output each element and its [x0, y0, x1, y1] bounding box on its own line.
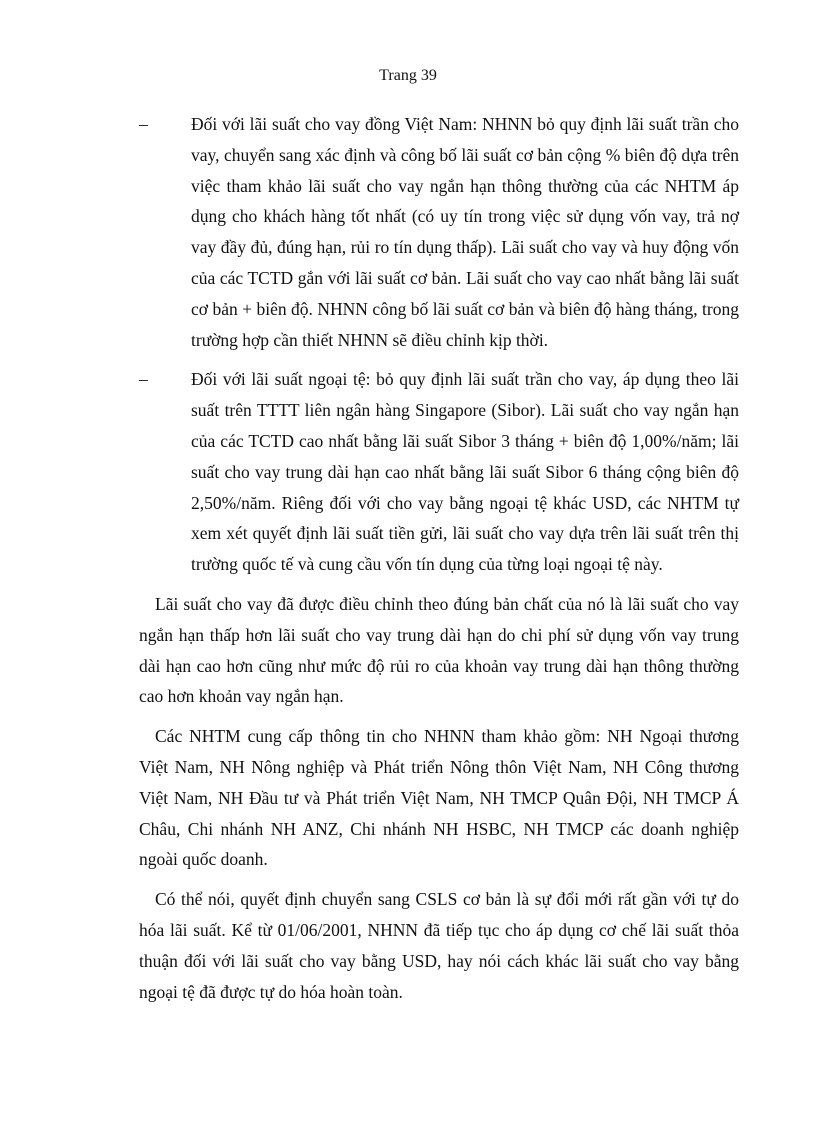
bullet-item-foreign-currency-rate [139, 364, 739, 580]
bullet-dash: – [139, 369, 148, 390]
paragraph-liberalization: Có thể nói, quyết định chuyển sang CSLS cơ bản là sự đổi mới rất gần với tự do hóa lãi suất. Kể từ 01/06/2001, NHNN đã tiếp tục cho áp dụng cơ chế lãi suất thỏa thuận đối với lãi suất cho vay bằng USD, hay nói cách khác lãi suất cho vay bằng ngoại tệ đã được tự do hóa hoàn toàn. [139, 889, 739, 1002]
bullet-item-vnd-lending-rate [139, 109, 739, 355]
page-body [139, 109, 739, 1016]
bullet-dash: – [139, 114, 148, 134]
bullet-text: Đối với lãi suất ngoại tệ: bỏ quy định lãi suất trần cho vay, áp dụng theo lãi suất trên TTTT liên ngân hàng Singapore (Sibor). Lãi suất cho vay ngắn hạn của các TCTD cao nhất bằng lãi suất Sibor 3 tháng + biên độ 1,00%/năm; lãi suất cho vay trung dài hạn cao nhất bằng lãi suất Sibor 6 tháng cộng biên độ 2,50%/năm. Riêng đối với cho vay bằng ngoại tệ khác USD, các NHTM tự xem xét quyết định lãi suất tiền gửi, lãi suất cho vay dựa trên lãi suất trên thị trường quốc tế và cung cầu vốn tín dụng của từng loại ngoại tệ này. [191, 369, 739, 575]
page-number: Trang 39 [379, 67, 437, 84]
paragraph-reference-banks: Các NHTM cung cấp thông tin cho NHNN tham khảo gồm: NH Ngoại thương Việt Nam, NH Nông nghiệp và Phát triển Nông thôn Việt Nam, NH Công thương Việt Nam, NH Đầu tư và Phát triển Việt Nam, NH TMCP Quân Đội, NH TMCP Á Châu, Chi nhánh NH ANZ, Chi nhánh NH HSBC, NH TMCP các doanh nghiệp ngoài quốc doanh. [139, 726, 739, 870]
bullet-text: Đối với lãi suất cho vay đồng Việt Nam: NHNN bỏ quy định lãi suất trần cho vay, chuyển sang xác định và công bố lãi suất cơ bản cộng % biên độ dựa trên việc tham khảo lãi suất cho vay ngắn hạn thông thường của các NHTM áp dụng cho khách hàng tốt nhất (có uy tín trong việc sử dụng vốn vay, trả nợ vay đầy đủ, đúng hạn, rủi ro tín dụng thấp). Lãi suất cho vay và huy động vốn của các TCTD gắn với lãi suất cơ bản. Lãi suất cho vay cao nhất bằng lãi suất cơ bản + biên độ. NHNN công bố lãi suất cơ bản và biên độ hàng tháng, trong trường hợp cần thiết NHNN sẽ điều chỉnh kịp thời. [191, 114, 739, 350]
paragraph-lending-rate-adjustment: Lãi suất cho vay đã được điều chỉnh theo đúng bản chất của nó là lãi suất cho vay ngắn hạn thấp hơn lãi suất cho vay trung dài hạn do chi phí sử dụng vốn vay trung dài hạn cao hơn cũng như mức độ rủi ro của khoản vay trung dài hạn thông thường cao hơn khoản vay ngắn hạn. [139, 593, 739, 707]
